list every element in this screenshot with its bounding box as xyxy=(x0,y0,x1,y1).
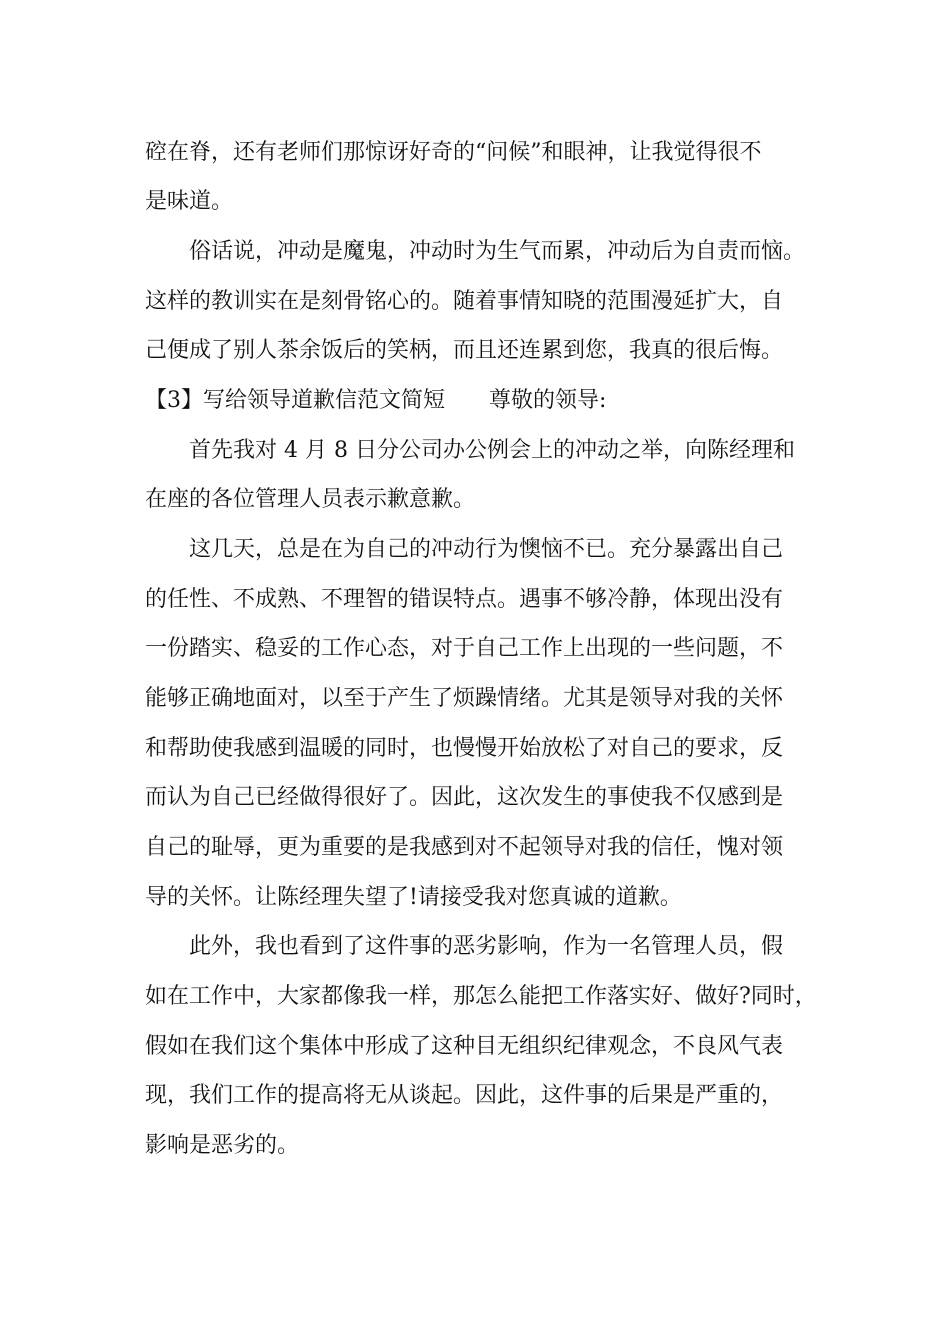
section-heading: 【3】写给领导道歉信范文简短 尊敬的领导: xyxy=(145,388,607,413)
text-line-8: 在座的各位管理人员表示歉意歉。 xyxy=(145,487,476,512)
text-line-5: 己便成了别人茶余饭后的笑柄，而且还连累到您，我真的很后悔。 xyxy=(145,338,784,363)
text-line-15: 自己的耻辱，更为重要的是我感到对不起领导对我的信任，愧对领 xyxy=(145,835,784,860)
text-line-9: 这几天，总是在为自己的冲动行为懊恼不已。充分暴露出自己 xyxy=(189,537,784,562)
text-line-3: 俗话说，冲动是魔鬼，冲动时为生气而累，冲动后为自责而恼。 xyxy=(189,239,806,264)
text-line-12: 能够正确地面对，以至于产生了烦躁情绪。尤其是领导对我的关怀 xyxy=(145,686,784,711)
text-line-20: 现，我们工作的提高将无从谈起。因此，这件事的后果是严重的， xyxy=(145,1083,784,1108)
text-line-1: 硿在脊，还有老师们那惊讶好奇的“问候”和眼神，让我觉得很不 xyxy=(145,140,762,165)
text-line-7: 首先我对 4 月 8 日分公司办公例会上的冲动之举，向陈经理和 xyxy=(189,438,795,463)
text-line-18: 如在工作中，大家都像我一样，那怎么能把工作落实好、做好?同时， xyxy=(145,984,817,1009)
text-line-21: 影响是恶劣的。 xyxy=(145,1133,300,1158)
text-line-4: 这样的教训实在是刻骨铭心的。随着事情知晓的范围漫延扩大，自 xyxy=(145,289,784,314)
text-line-16: 导的关怀。让陈经理失望了!请接受我对您真诚的道歉。 xyxy=(145,885,682,910)
text-line-13: 和帮助使我感到温暖的同时，也慢慢开始放松了对自己的要求，反 xyxy=(145,736,784,761)
text-line-14: 而认为自己已经做得很好了。因此，这次发生的事使我不仅感到是 xyxy=(145,785,784,810)
text-line-10: 的任性、不成熟、不理智的错误特点。遇事不够冷静，体现出没有 xyxy=(145,587,784,612)
text-line-2: 是味道。 xyxy=(145,189,234,214)
text-line-19: 假如在我们这个集体中形成了这种目无组织纪律观念，不良风气表 xyxy=(145,1034,784,1059)
text-line-17: 此外，我也看到了这件事的恶劣影响，作为一名管理人员，假 xyxy=(189,934,784,959)
text-line-11: 一份踏实、稳妥的工作心态，对于自己工作上出现的一些问题，不 xyxy=(145,636,784,661)
